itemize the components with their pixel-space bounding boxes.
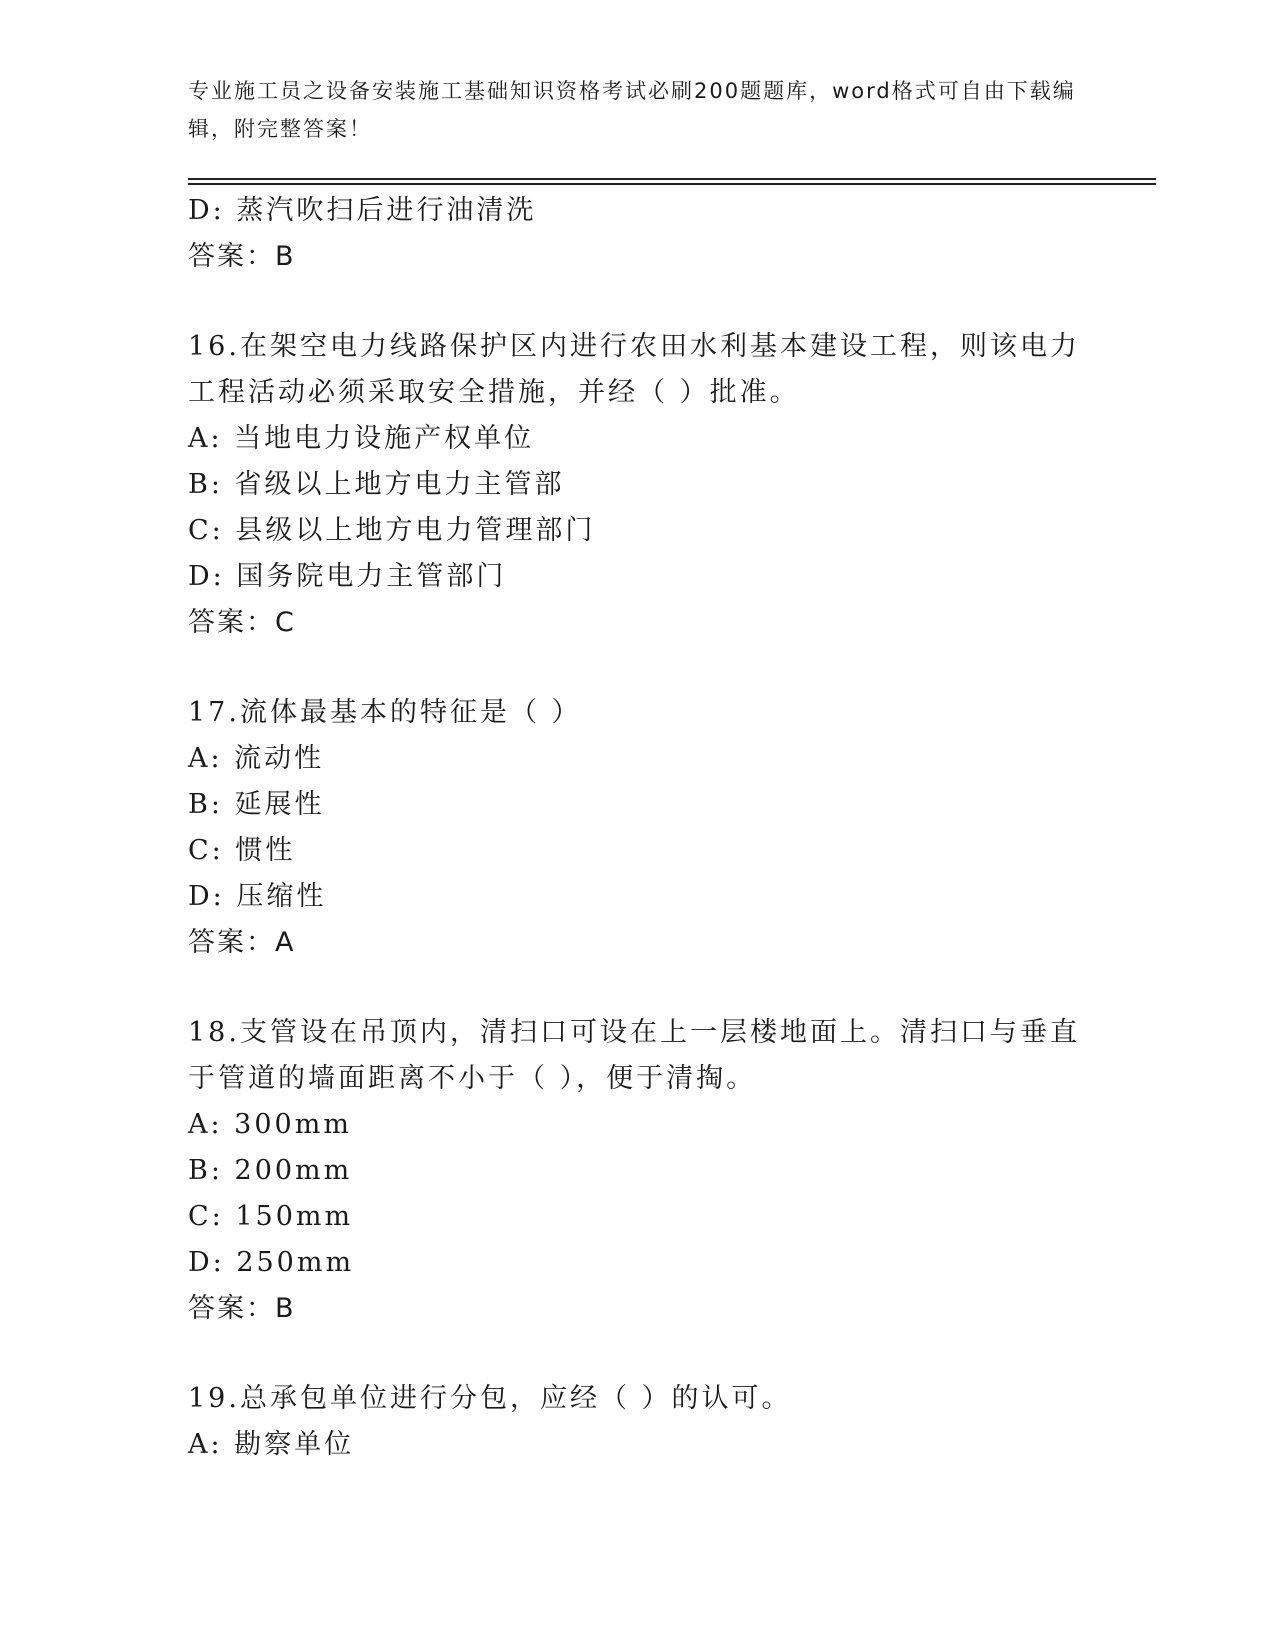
answer-line: 答案：C (188, 607, 296, 638)
option-c: C: 县级以上地方电力管理部门 (188, 515, 596, 546)
option-b: B: 延展性 (188, 789, 325, 820)
header-divider-top (188, 178, 1156, 180)
question-list (188, 188, 1088, 1468)
option-c: C: 150mm (188, 1201, 354, 1232)
option-d: D: 压缩性 (188, 881, 327, 912)
question-stem: 17.流体最基本的特征是（ ） (188, 697, 582, 728)
answer-line: 答案：B (188, 241, 296, 272)
document-header: 专业施工员之设备安装施工基础知识资格考试必刷200题题库，word格式可自由下载编辑，附完整答案！ (188, 79, 1076, 141)
question-stem: 19.总承包单位进行分包，应经（ ）的认可。 (188, 1383, 792, 1414)
answer-line: 答案：B (188, 1293, 296, 1324)
option-c: C: 惯性 (188, 835, 296, 866)
option-a: A: 流动性 (188, 743, 325, 774)
answer-line: 答案：A (188, 927, 296, 958)
option-d: D: 蒸汽吹扫后进行油清洗 (188, 195, 537, 226)
header-divider-bottom (188, 183, 1156, 185)
option-b: B: 省级以上地方电力主管部 (188, 469, 565, 500)
option-b: B: 200mm (188, 1155, 353, 1186)
option-d: D: 国务院电力主管部门 (188, 561, 507, 592)
option-a: A: 勘察单位 (188, 1429, 355, 1460)
option-d: D: 250mm (188, 1247, 355, 1278)
question-stem: 16.在架空电力线路保护区内进行农田水利基本建设工程，则该电力工程活动必须采取安全措施，并经（ ）批准。 (188, 331, 1080, 408)
option-a: A: 当地电力设施产权单位 (188, 423, 535, 454)
question-stem: 18.支管设在吊顶内，清扫口可设在上一层楼地面上。清扫口与垂直于管道的墙面距离不小于（ ），便于清掏。 (188, 1017, 1080, 1094)
option-a: A: 300mm (188, 1109, 352, 1140)
